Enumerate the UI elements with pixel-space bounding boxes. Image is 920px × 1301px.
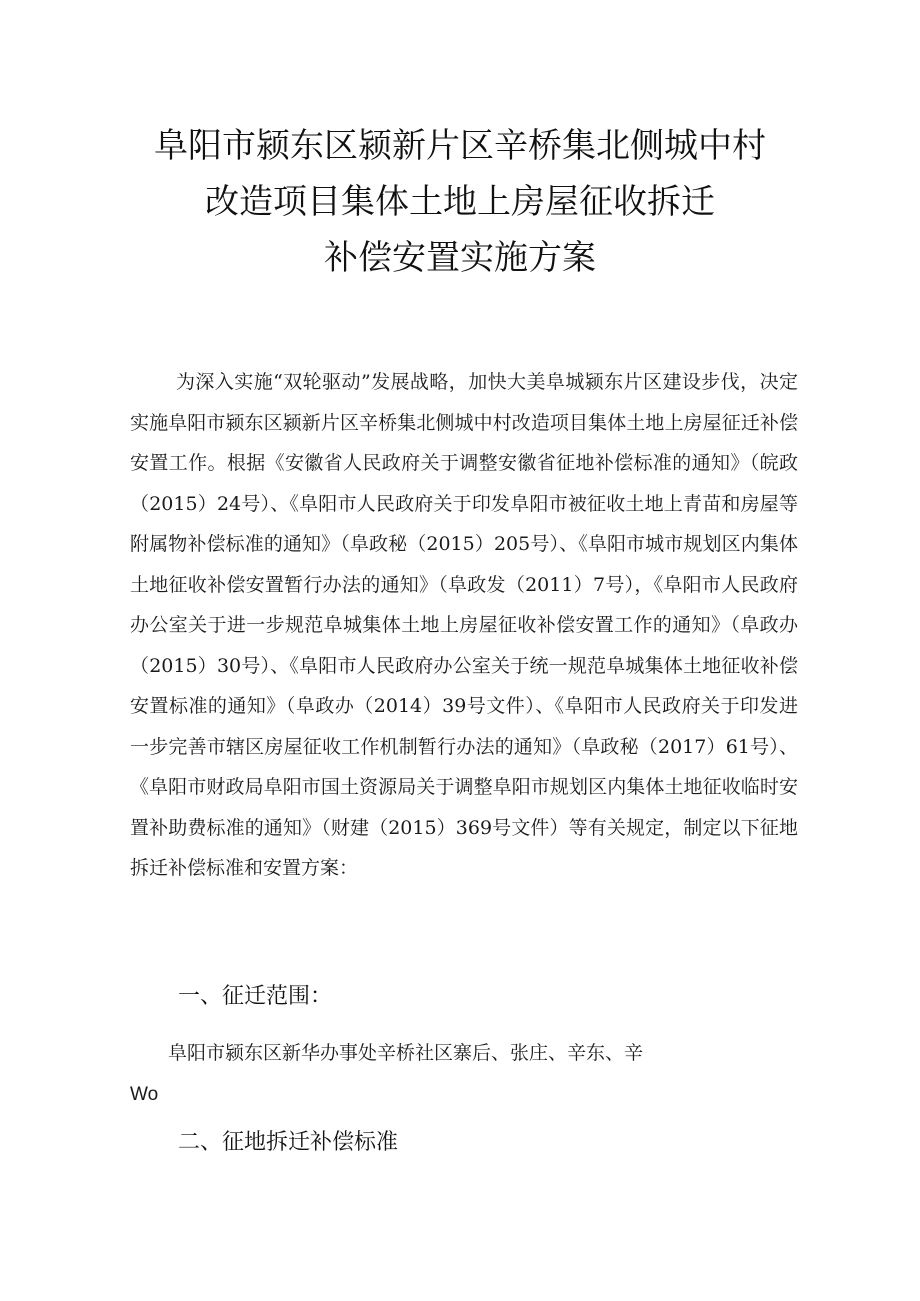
section-1-stray-text: Wo — [130, 1084, 159, 1105]
section-1-text: 阜阳市颍东区新华办事处辛桥社区寨后、张庄、辛东、辛 — [168, 1042, 644, 1064]
title-line-1: 阜阳市颍东区颍新片区辛桥集北侧城中村 — [154, 126, 766, 166]
section-2-heading: 二、征地拆迁补偿标准 — [178, 1130, 399, 1155]
document-title — [0, 118, 920, 286]
section-1-heading: 一、征迁范围： — [178, 984, 333, 1009]
title-line-2: 改造项目集体土地上房屋征收拆迁 — [205, 182, 715, 222]
intro-paragraph: 为深入实施“双轮驱动”发展战略，加快大美阜城颍东片区建设步伐，决定实施阜阳市颍东区颍新片区辛桥集北侧城中村改造项目集体土地上房屋征迁补偿安置工作。根据《安徽省人民政府关于调整安徽省征地补偿标准的通知》（皖政（2015）24号）、《阜阳市人民政府关于印发阜阳市被征收土地上青苗和房屋等附属物补偿标准的通知》（阜政秘（2015）205号）、《阜阳市城市规划区内集体土地征收补偿安置暂行办法的通知》（阜政发（2011）7号），《阜阳市人民政府办公室关于进一步规范阜城集体土地上房屋征收补偿安置工作的通知》（阜政办（2015）30号）、《阜阳市人民政府办公室关于统一规范阜城集体土地征收补偿安置标准的通知》（阜政办（2014）39号文件）、《阜阳市人民政府关于印发进一步完善市辖区房屋征收工作机制暂行办法的通知》（阜政秘（2017）61号）、《阜阳市财政局阜阳市国土资源局关于调整阜阳市规划区内集体土地征收临时安置补助费标准的通知》（财建（2015）369号文件）等有关规定，制定以下征地拆迁补偿标准和安置方案： — [130, 371, 798, 879]
title-line-3: 补偿安置实施方案 — [324, 238, 596, 278]
